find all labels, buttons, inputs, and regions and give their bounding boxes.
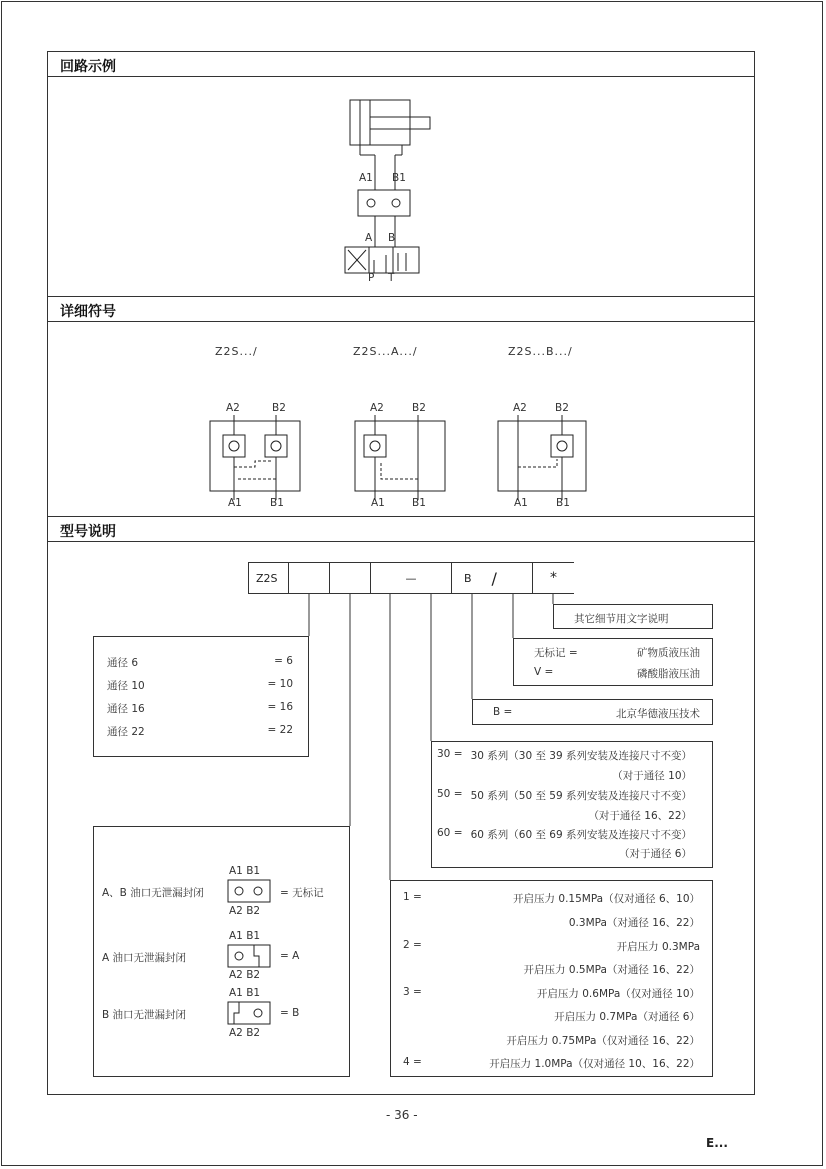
sealing-3-bottom-ports: A2 B2	[229, 1027, 261, 1039]
sealing-value-3: = B	[280, 1007, 300, 1019]
code-prefix: Z2S	[248, 562, 289, 594]
code-cell-dash: —	[370, 562, 452, 594]
sealing-1-top-ports: A1 B1	[229, 865, 261, 877]
pressure-text-2: 0.3MPa（对通径 16、22）	[568, 917, 700, 929]
pressure-text-1: 开启压力 0.15MPa（仅对通径 6、10）	[513, 893, 700, 905]
symbol-1-label-b2: B2	[272, 402, 286, 414]
pressure-key-1: 1 =	[403, 891, 422, 903]
section-title-symbols: 详细符号	[60, 304, 116, 320]
size-value-3: = 16	[267, 701, 293, 713]
symbol-code-1: Z2S.../	[215, 345, 258, 358]
pressure-text-3: 开启压力 0.3MPa	[616, 941, 700, 953]
sealing-label-3: B 油口无泄漏封闭	[102, 1009, 187, 1021]
port-label-p: P	[368, 272, 375, 284]
port-label-b: B	[388, 232, 396, 244]
series-key-1: 30 =	[437, 748, 463, 760]
series-box	[431, 741, 713, 868]
series-key-3: 60 =	[437, 827, 463, 839]
pressure-key-3: 3 =	[403, 986, 422, 998]
maker-key: B =	[493, 706, 513, 718]
code-b: B	[464, 571, 472, 585]
symbol-1-label-a2: A2	[226, 402, 240, 414]
size-label-2: 通径 10	[107, 680, 145, 692]
sealing-value-1: = 无标记	[280, 887, 324, 899]
sealing-2-bottom-ports: A2 B2	[229, 969, 261, 981]
page-number: - 36 -	[386, 1108, 418, 1122]
fluid-box	[513, 638, 713, 686]
size-label-1: 通径 6	[107, 657, 139, 669]
symbol-code-2: Z2S...A.../	[353, 345, 418, 358]
pressure-text-6: 开启压力 0.7MPa（对通径 6）	[554, 1011, 700, 1023]
symbol-2-label-a2: A2	[370, 402, 384, 414]
fluid-value-2: 磷酸脂液压油	[637, 668, 700, 680]
series-key-2: 50 =	[437, 788, 463, 800]
size-value-1: = 6	[274, 655, 293, 667]
pressure-text-7: 开启压力 0.75MPa（仅对通径 16、22）	[506, 1035, 700, 1047]
symbol-3-label-b1: B1	[556, 497, 570, 509]
pressure-text-5: 开启压力 0.6MPa（仅对通径 10）	[536, 988, 700, 1000]
size-label-3: 通径 16	[107, 703, 145, 715]
code-star: *	[532, 562, 574, 594]
symbol-2-label-a1: A1	[371, 497, 385, 509]
fluid-value-1: 矿物质液压油	[637, 647, 700, 659]
other-details-box	[553, 604, 713, 629]
size-value-2: = 10	[267, 678, 293, 690]
port-label-a1: A1	[359, 172, 373, 184]
pressure-key-2: 2 =	[403, 939, 422, 951]
section-title-model: 型号说明	[60, 524, 116, 540]
fluid-key-2: V =	[534, 666, 554, 678]
maker-box	[472, 699, 713, 725]
sealing-symbol-2	[227, 943, 273, 971]
code-slash: /	[491, 568, 497, 588]
pressure-text-8: 开启压力 1.0MPa（仅对通径 10、16、22）	[489, 1058, 700, 1070]
size-box	[93, 636, 309, 757]
sealing-symbol-1	[227, 878, 273, 906]
port-label-t: T	[388, 272, 395, 284]
sealing-label-1: A、B 油口无泄漏封闭	[102, 887, 204, 899]
symbol-1-label-a1: A1	[228, 497, 242, 509]
company-logo: E...	[706, 1136, 728, 1150]
series-text-1: 30 系列（30 至 39 系列安装及连接尺寸不变）	[470, 750, 692, 762]
series-note-1: （对于通径 10）	[612, 770, 692, 782]
section-title-circuit: 回路示例	[60, 59, 116, 75]
sealing-1-bottom-ports: A2 B2	[229, 905, 261, 917]
other-details-text: 其它细节用文字说明	[574, 613, 669, 625]
symbol-3-label-a2: A2	[513, 402, 527, 414]
symbol-2-label-b1: B1	[412, 497, 426, 509]
pressure-key-4: 4 =	[403, 1056, 422, 1068]
sealing-symbol-3	[227, 1000, 273, 1028]
symbol-3-label-b2: B2	[555, 402, 569, 414]
maker-value: 北京华德液压技术	[616, 708, 700, 720]
sealing-box	[93, 826, 350, 1077]
symbol-3-label-a1: A1	[514, 497, 528, 509]
symbol-1-label-b1: B1	[270, 497, 284, 509]
fluid-key-1: 无标记 =	[534, 647, 578, 659]
pressure-box	[390, 880, 713, 1077]
size-label-4: 通径 22	[107, 726, 145, 738]
port-label-a: A	[365, 232, 373, 244]
port-label-b1: B1	[392, 172, 406, 184]
sealing-value-2: = A	[280, 950, 300, 962]
size-value-4: = 22	[267, 724, 293, 736]
sealing-3-top-ports: A1 B1	[229, 987, 261, 999]
series-note-2: （对于通径 16、22）	[588, 810, 692, 822]
series-text-3: 60 系列（60 至 69 系列安装及连接尺寸不变）	[470, 829, 692, 841]
symbol-2-label-b2: B2	[412, 402, 426, 414]
series-note-3: （对于通径 6）	[618, 848, 692, 860]
sealing-label-2: A 油口无泄漏封闭	[102, 952, 187, 964]
pressure-text-4: 开启压力 0.5MPa（对通径 16、22）	[523, 964, 700, 976]
symbol-code-3: Z2S...B.../	[508, 345, 573, 358]
sealing-2-top-ports: A1 B1	[229, 930, 261, 942]
series-text-2: 50 系列（50 至 59 系列安装及连接尺寸不变）	[470, 790, 692, 802]
